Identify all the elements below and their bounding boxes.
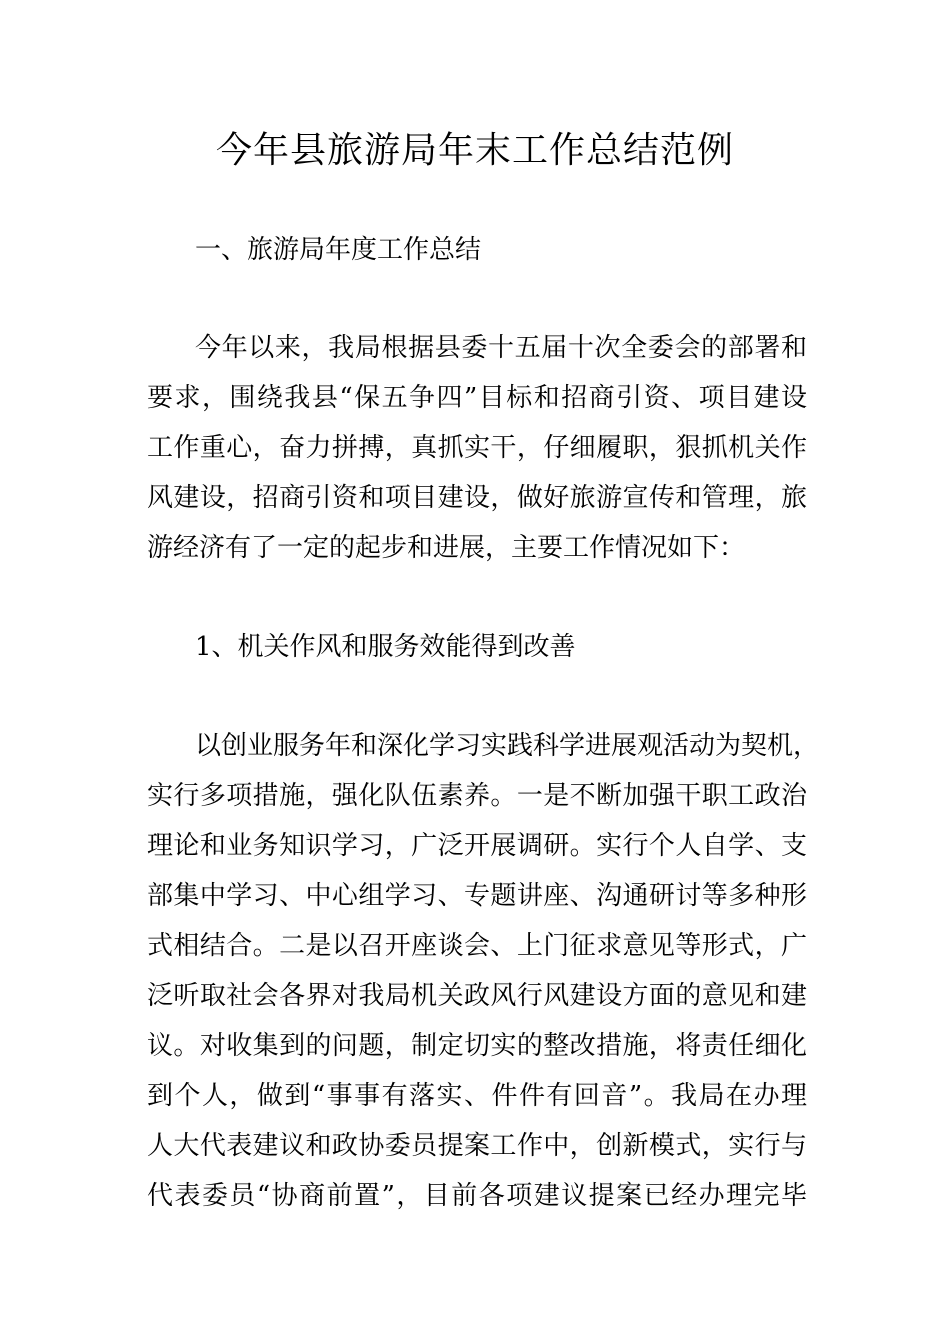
paragraph-line: 理论和业务知识学习，广泛开展调研。实行个人自学、支	[147, 831, 807, 861]
paragraph-line: 实行多项措施，强化队伍素养。一是不断加强干职工政治	[147, 781, 807, 811]
paragraph-line: 泛听取社会各界对我局机关政风行风建设方面的意见和建	[147, 981, 807, 1011]
paragraph-line: 部集中学习、中心组学习、专题讲座、沟通研讨等多种形	[147, 881, 807, 911]
document-title: 今年县旅游局年末工作总结范例	[215, 130, 734, 171]
paragraph-line: 今年以来，我局根据县委十五届十次全委会的部署和	[195, 333, 807, 363]
paragraph-line: 游经济有了一定的起步和进展，主要工作情况如下：	[147, 533, 746, 563]
section-heading: 一、旅游局年度工作总结	[195, 235, 482, 265]
paragraph-line: 议。对收集到的问题，制定切实的整改措施，将责任细化	[147, 1031, 807, 1061]
paragraph-line: 工作重心，奋力拼搏，真抓实干，仔细履职，狠抓机关作	[147, 433, 807, 463]
body-paragraph	[147, 721, 820, 1221]
paragraph-line: 风建设，招商引资和项目建设，做好旅游宣传和管理，旅	[147, 483, 807, 513]
paragraph-line: 要求，围绕我县“保五争四”目标和招商引资、项目建设	[147, 383, 807, 413]
paragraph-line: 代表委员“协商前置”，目前各项建议提案已经办理完毕	[147, 1181, 807, 1211]
paragraph-line: 人大代表建议和政协委员提案工作中，创新模式，实行与	[147, 1131, 807, 1161]
paragraph-line: 以创业服务年和深化学习实践科学进展观活动为契机，	[195, 731, 820, 761]
paragraph-line: 到个人，做到“事事有落实、件件有回音”。我局在办理	[147, 1081, 807, 1111]
intro-paragraph	[147, 323, 807, 573]
paragraph-line: 式相结合。二是以召开座谈会、上门征求意见等形式，广	[147, 931, 807, 961]
subheading: 1、机关作风和服务效能得到改善	[195, 632, 576, 662]
